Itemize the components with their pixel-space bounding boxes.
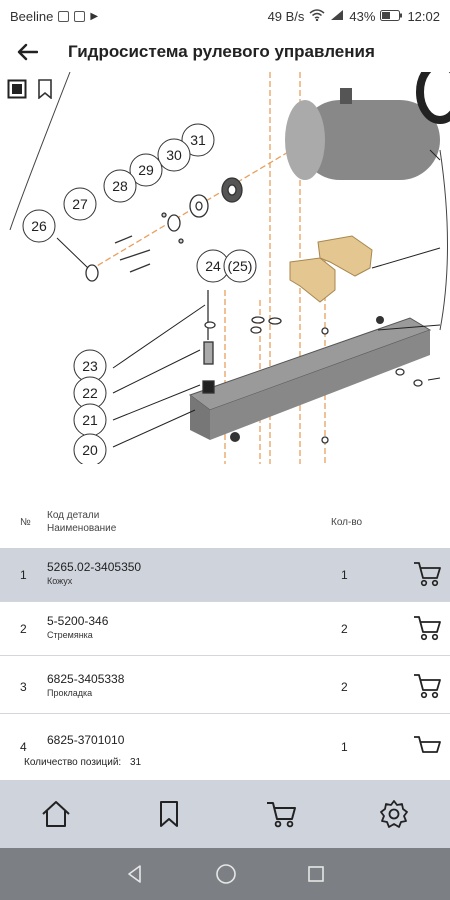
- add-to-cart-icon[interactable]: [412, 734, 442, 762]
- row-code: 5265.02-3405350: [47, 560, 142, 574]
- battery-icon: [380, 9, 402, 24]
- row-num: 1: [20, 568, 27, 582]
- nav-settings[interactable]: [364, 784, 424, 844]
- add-to-cart-icon[interactable]: [412, 672, 442, 700]
- svg-text:24: 24: [205, 258, 221, 274]
- svg-text:26: 26: [31, 218, 47, 234]
- row-num: 4: [20, 740, 27, 754]
- positions-count: [24, 757, 141, 768]
- sim-icon: [58, 11, 69, 22]
- view-toggle-group: [6, 78, 56, 100]
- system-nav-bar: [0, 848, 450, 900]
- col-qty: Кол-во: [331, 517, 363, 528]
- settings-icon: [379, 799, 409, 829]
- clock: 12:02: [407, 8, 440, 24]
- bookmark-icon: [159, 800, 179, 828]
- col-code: Код детали: [47, 510, 100, 521]
- svg-text:29: 29: [138, 162, 154, 178]
- col-num: №: [20, 517, 31, 528]
- cart-icon: [265, 799, 297, 829]
- svg-text:27: 27: [72, 196, 88, 212]
- row-code: 6825-3701010: [47, 733, 125, 747]
- nav-home[interactable]: [26, 784, 86, 844]
- svg-text:22: 22: [82, 385, 98, 401]
- svg-text:31: 31: [190, 132, 206, 148]
- positions-count-label: Количество позиций:: [24, 757, 122, 768]
- row-num: 2: [20, 622, 27, 636]
- callout-25: [224, 250, 256, 282]
- row-num: 3: [20, 680, 27, 694]
- system-back-icon[interactable]: [125, 864, 145, 884]
- row-name: Кожух: [47, 576, 73, 586]
- add-to-cart-icon[interactable]: [412, 560, 442, 588]
- table-row[interactable]: [0, 548, 450, 602]
- positions-count-value: 31: [129, 757, 142, 768]
- row-qty: 2: [341, 680, 348, 694]
- svg-text:20: 20: [82, 442, 98, 458]
- row-qty: 1: [341, 568, 348, 582]
- bookmark-outline-icon: [37, 79, 53, 99]
- system-home-icon[interactable]: [215, 863, 237, 885]
- nav-cart[interactable]: [251, 784, 311, 844]
- notification-icon: [74, 11, 85, 22]
- callout-28: [104, 170, 136, 202]
- table-row[interactable]: [0, 660, 450, 714]
- callout-30: [158, 139, 190, 171]
- svg-text:28: 28: [112, 178, 128, 194]
- svg-text:30: 30: [166, 147, 182, 163]
- parts-table-header: [0, 498, 450, 548]
- row-code: 5-5200-346: [47, 614, 109, 628]
- svg-text:23: 23: [82, 358, 98, 374]
- signal-icon: [330, 9, 344, 24]
- cylinder-part: [285, 88, 440, 180]
- mounting-plate: [190, 316, 430, 442]
- svg-text:21: 21: [82, 412, 98, 428]
- svg-text:(25): (25): [227, 258, 253, 274]
- carrier-label: Beeline: [10, 8, 54, 24]
- add-to-cart-icon[interactable]: [412, 614, 442, 642]
- parts-diagram[interactable]: [0, 72, 450, 464]
- wifi-icon: [309, 9, 325, 24]
- callout-20: [74, 434, 106, 464]
- nav-bookmarks[interactable]: [139, 784, 199, 844]
- fit-view-button[interactable]: [6, 78, 28, 100]
- row-name: Прокладка: [47, 688, 93, 698]
- home-icon: [41, 800, 71, 828]
- battery-percent: 43%: [349, 8, 376, 24]
- bookmark-view-button[interactable]: [34, 78, 56, 100]
- app-bar: [0, 32, 450, 72]
- arrow-left-icon: [16, 43, 38, 61]
- callout-27: [64, 188, 96, 220]
- back-button[interactable]: [0, 32, 54, 72]
- col-name: Наименование: [47, 523, 117, 534]
- callout-21: [74, 404, 106, 436]
- row-qty: 2: [341, 622, 348, 636]
- callout-26: [23, 210, 55, 242]
- table-row[interactable]: [0, 718, 450, 780]
- row-code: 6825-3405338: [47, 672, 125, 686]
- bottom-nav: [0, 780, 450, 848]
- row-qty: 1: [341, 740, 348, 754]
- status-bar: [0, 0, 450, 32]
- play-icon: ▶: [90, 10, 99, 22]
- network-speed: 49 B/s: [267, 8, 305, 24]
- col-code-name: [47, 509, 116, 535]
- square-icon: [7, 79, 27, 99]
- row-name: Стремянка: [47, 630, 93, 640]
- table-row[interactable]: [0, 602, 450, 656]
- system-recents-icon[interactable]: [307, 865, 325, 883]
- page-title: Гидросистема рулевого управления: [68, 42, 375, 61]
